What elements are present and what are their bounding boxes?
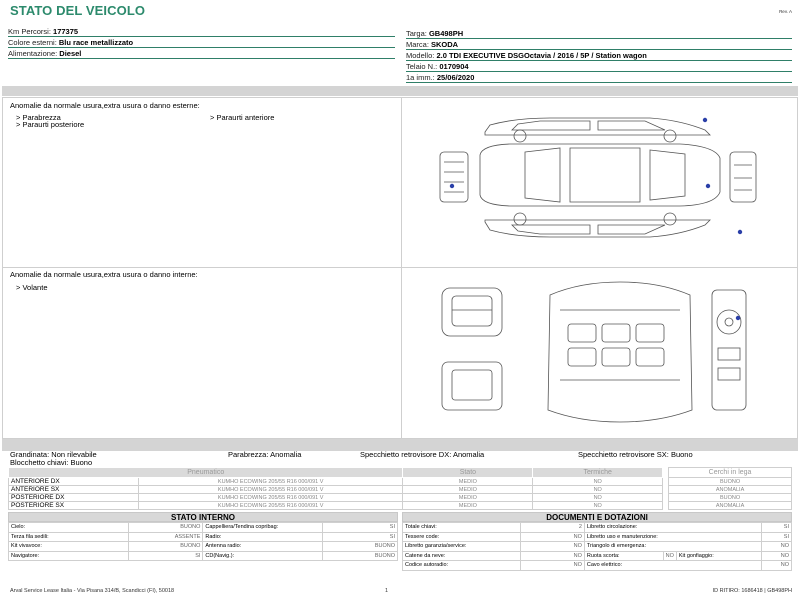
tyres-header-pneumatico: Pneumatico	[9, 468, 403, 478]
damage-panel-separator	[401, 97, 402, 439]
summary-blocchetto: Blocchetto chiavi: Buono	[10, 458, 93, 467]
summary-specchietto-sx: Specchietto retrovisore SX: Buono	[578, 450, 693, 459]
table-row: Totale chiavi: 2 Libretto circolazione: SI	[403, 523, 792, 533]
tyres-table	[8, 467, 792, 510]
exterior-damage-item: > Paraurti posteriore	[16, 120, 85, 129]
summary-specchietto-dx: Specchietto retrovisore DX: Anomalia	[360, 450, 485, 459]
info-telaio: Telaio N.: 0170904	[406, 61, 792, 72]
info-immatricolazione: 1a imm.: 25/06/2020	[406, 72, 792, 83]
documenti-title: DOCUMENTI E DOTAZIONI	[402, 512, 792, 522]
table-row: POSTERIORE DX KUMHO ECOWING 205/55 R16 000/091 V MEDIO NO BUONO	[9, 494, 792, 502]
stato-interno-section	[8, 512, 398, 561]
stato-interno-title: STATO INTERNO	[8, 512, 398, 522]
page-title: STATO DEL VEICOLO	[10, 3, 146, 18]
table-row: Codice autoradio: NO Cavo elettrico: NO	[403, 561, 792, 571]
tyres-header-cerchi: Cerchi in lega	[669, 468, 792, 478]
table-row: ANTERIORE SX KUMHO ECOWING 205/55 R16 000/091 V MEDIO NO ANOMALIA	[9, 486, 792, 494]
summary-grandinata: Grandinata: Non rilevabile	[10, 450, 97, 459]
table-row: Navigatore: SI CD(Navig.): BUONO	[9, 551, 398, 561]
table-row: Kit vivavoce: BUONO Antenna radio: BUONO	[9, 542, 398, 552]
stato-interno-table	[8, 522, 398, 561]
footer-page-number: 1	[385, 588, 389, 594]
summary-parabrezza: Parabrezza: Anomalia	[228, 450, 302, 459]
table-row: Tessere code: NO Libretto uso e manutenzione: SI	[403, 532, 792, 542]
info-targa: Targa: GB498PH	[406, 28, 792, 39]
interior-damage-heading: Anomalie da normale usura,extra usura o danno interne:	[10, 270, 198, 279]
documenti-section	[402, 512, 792, 571]
footer-company: Arval Service Lease Italia - Via Pisana 314/B, Scandicci (FI), 50018	[10, 588, 175, 594]
table-row: ANTERIORE DX KUMHO ECOWING 205/55 R16 000/091 V MEDIO NO BUONO	[9, 478, 792, 486]
info-marca: Marca: SKODA	[406, 39, 792, 50]
interior-car-diagram	[430, 280, 760, 430]
table-row: POSTERIORE SX KUMHO ECOWING 205/55 R16 000/091 V MEDIO NO ANOMALIA	[9, 502, 792, 510]
info-colore: Colore esterni: Blu race metallizzato	[8, 37, 395, 48]
tyres-header-stato: Stato	[403, 468, 533, 478]
interior-damage-item: > Volante	[16, 283, 48, 292]
table-row: Libretto garanzia/service: NO Triangolo di emergenza: NO	[403, 542, 792, 552]
section-divider	[2, 86, 798, 96]
footer-ritiro-id: ID RITIRO: 1686418 | GB498PH	[712, 588, 792, 594]
damage-panel-hsep	[2, 267, 798, 268]
exterior-car-diagram	[430, 110, 760, 260]
exterior-damage-item: > Paraurti anteriore	[210, 113, 275, 122]
info-km: Km Percorsi: 177375	[8, 26, 395, 37]
info-modello: Modello: 2.0 TDI EXECUTIVE DSGOctavia / 2016 / 5P / Station wagon	[406, 50, 792, 61]
table-row: Terza fila sedili: ASSENTE Radio: SI	[9, 532, 398, 542]
revision-label: Rev. A	[779, 9, 792, 14]
table-row: Cielo: BUONO Cappelliera/Tendina copribag: SI	[9, 523, 398, 533]
documenti-table	[402, 522, 792, 571]
exterior-damage-heading: Anomalie da normale usura,extra usura o danno esterne:	[10, 101, 200, 110]
tyres-header-row	[9, 468, 792, 478]
tyres-header-termiche: Termiche	[533, 468, 663, 478]
table-row: Catene da neve: NO Ruota scorta: NO Kit gonfiaggio: NO	[403, 551, 792, 561]
exterior-damage-item: > Parabrezza	[16, 113, 61, 122]
info-alimentazione: Alimentazione: Diesel	[8, 48, 395, 59]
